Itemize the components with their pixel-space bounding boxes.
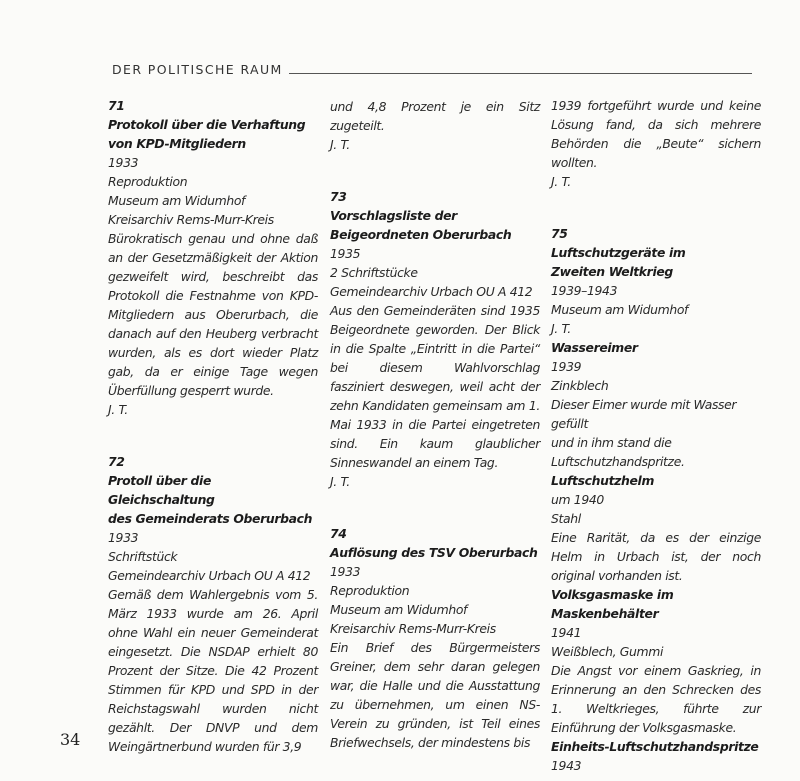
entry-text: 1939 fortgeführt wurde und keine Lösung fand, da sich mehrere Behörden die „Beute“ sichern wollten. [551, 98, 761, 170]
entry-number: 73 [330, 189, 347, 204]
entry-text: Die Angst vor einem Gaskrieg, in Erinnerung an den Schrecken des 1. Weltkrieges, führte zur Einführung der Volksgasmaske. [551, 663, 761, 735]
entry-number: 74 [330, 526, 347, 541]
entry-title: des Gemeinderats Oberurbach [108, 511, 313, 526]
entry-title: Zweiten Weltkrieg [551, 264, 673, 279]
header-rule [289, 73, 752, 74]
entry-title: Einheits-Luftschutzhandspritze [551, 739, 759, 754]
entry-number: 75 [551, 226, 568, 241]
entry-meta: Stahl [551, 511, 581, 526]
entry-title: Auflösung des TSV Oberurbach [330, 545, 538, 560]
running-header [112, 61, 752, 77]
entry-title: Maskenbehälter [551, 606, 659, 621]
entry-number: 72 [108, 454, 125, 469]
entry-gap [330, 491, 540, 524]
entry-meta: Museum am Widumhof [108, 193, 246, 208]
entry-signature: J. T. [551, 321, 571, 336]
entry-meta: Dieser Eimer wurde mit Wasser gefüllt [551, 397, 737, 431]
entry-meta: 1943 [551, 758, 582, 773]
entry-meta: 1941 [551, 625, 582, 640]
entry-meta: Zinkblech [551, 378, 609, 393]
entry-title: Volksgasmaske im [551, 587, 674, 602]
column-1 [108, 96, 318, 756]
entry-gap [330, 154, 540, 187]
entry-meta: 1935 [330, 246, 361, 261]
entry-meta: um 1940 [551, 492, 604, 507]
entry-title: von KPD-Mitgliedern [108, 136, 246, 151]
entry-meta: Gemeindearchiv Urbach OU A 412 [108, 568, 311, 583]
entry-title: Beigeordneten Oberurbach [330, 227, 512, 242]
entry-title: Vorschlagsliste der [330, 208, 457, 223]
entry-text: Ein Brief des Bürgermeisters Greiner, dem sehr daran gelegen war, die Halle und die Ausstattung zu übernehmen, um einen NS-Verein zu gründen, ist Teil eines Briefwechsels, der mindestens bis [330, 640, 540, 750]
entry-meta: 1939–1943 [551, 283, 618, 298]
entry-text: Eine Rarität, da es der einzige Helm in Urbach ist, der noch original vorhanden ist. [551, 530, 761, 583]
entry-signature: J. T. [108, 402, 128, 417]
entry-meta: 1933 [330, 564, 361, 579]
entry-signature: J. T. [330, 137, 350, 152]
page-number: 34 [60, 730, 81, 749]
entry-meta: 2 Schriftstücke [330, 265, 418, 280]
entry-meta: 1939 [551, 359, 582, 374]
entry-text: Bürokratisch genau und ohne daß an der Gesetzmäßigkeit der Aktion gezweifelt wird, beschreibt das Protokoll die Festnahme von KPD-Mitgliedern aus Oberurbach, die danach auf den Heuberg verbracht wurden, als es dort wieder Platz gab, da er einige Tage wegen Überfüllung gesperrt wurde. [108, 231, 318, 398]
column-2 [330, 97, 540, 752]
entry-meta: Schriftstück [108, 549, 178, 564]
entry-meta: Kreisarchiv Rems-Murr-Kreis [108, 212, 274, 227]
entry-text: und 4,8 Prozent je ein Sitz zugeteilt. [330, 99, 540, 133]
entry-title: Protokoll über die Verhaftung [108, 117, 306, 132]
entry-title: Luftschutzgeräte im [551, 245, 686, 260]
entry-meta: Weißblech, Gummi [551, 644, 664, 659]
entry-meta: 1933 [108, 155, 139, 170]
entry-text: Aus den Gemeinderäten sind 1935 Beigeordnete geworden. Der Blick in die Spalte „Eintritt in die Partei“ bei diesem Wahlvorschlag fasziniert deswegen, weil acht der zehn Kandidaten gemeinsam am 1. Mai 1933 in die Partei eingetreten sind. Ein kaum glaublicher Sinneswandel an einem Tag. [330, 303, 540, 470]
entry-meta: Museum am Widumhof [551, 302, 689, 317]
entry-signature: J. T. [330, 474, 350, 489]
entry-meta: Reproduktion [330, 583, 410, 598]
entry-title: Protoll über die Gleichschaltung [108, 473, 215, 507]
entry-meta: und in ihm stand die Luftschutzhandspritze. [551, 435, 685, 469]
entry-signature: J. T. [551, 174, 571, 189]
entry-gap [551, 191, 761, 224]
entry-title: Luftschutzhelm [551, 473, 655, 488]
entry-title: Wassereimer [551, 340, 638, 355]
entry-meta: Museum am Widumhof [330, 602, 468, 617]
entry-number: 71 [108, 98, 125, 113]
entry-meta: Gemeindearchiv Urbach OU A 412 [330, 284, 533, 299]
entry-meta: 1933 [108, 530, 139, 545]
section-title: DER POLITISCHE RAUM [112, 62, 283, 77]
entry-meta: Kreisarchiv Rems-Murr-Kreis [330, 621, 496, 636]
column-3 [551, 96, 761, 775]
entry-meta: Reproduktion [108, 174, 188, 189]
entry-gap [108, 419, 318, 452]
entry-text: Gemäß dem Wahlergebnis vom 5. März 1933 wurde am 26. April ohne Wahl ein neuer Gemeinderat eingesetzt. Die NSDAP erhielt 80 Prozent der Sitze. Die 42 Prozent Stimmen für KPD und SPD in der Reichstagswahl wurden nicht gezählt. Der DNVP und dem Weingärtnerbund wurden für 3,9 [108, 587, 318, 754]
